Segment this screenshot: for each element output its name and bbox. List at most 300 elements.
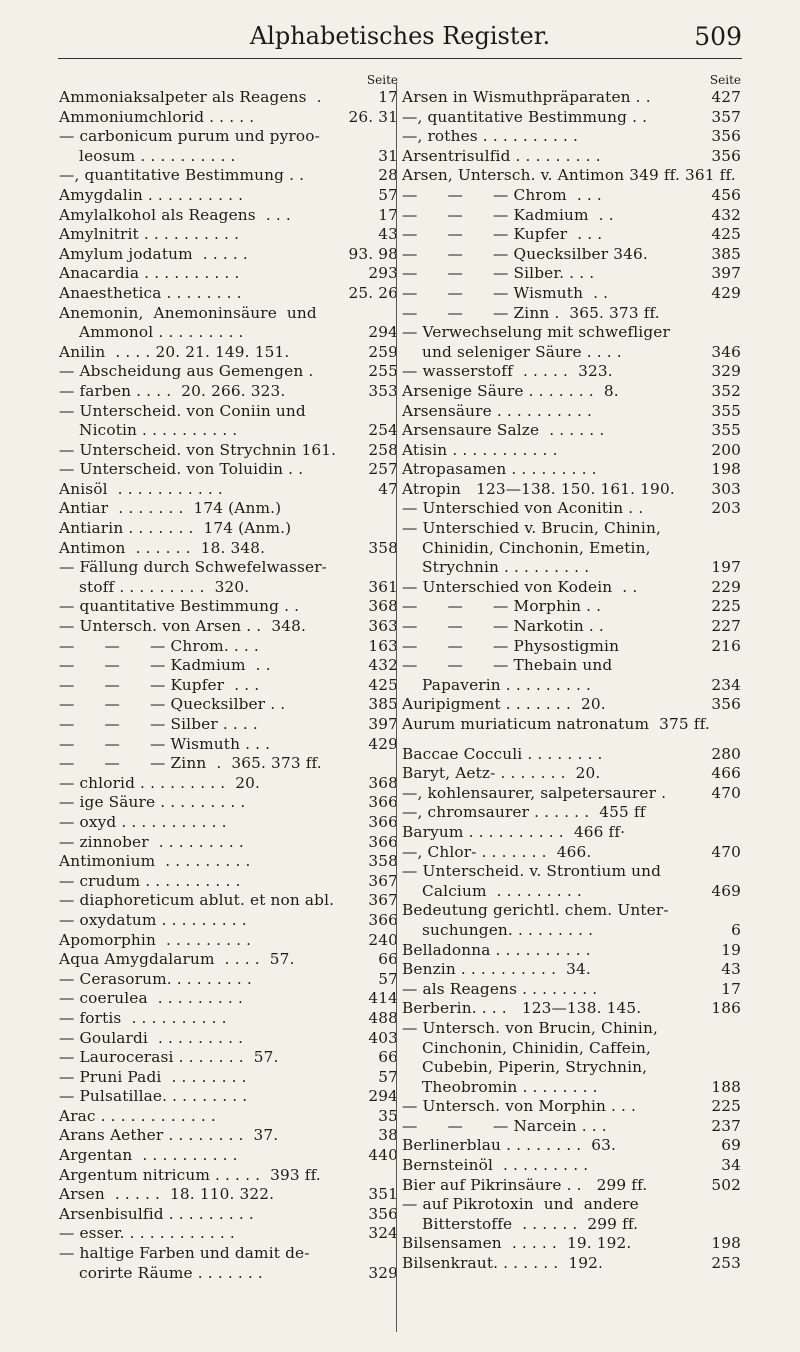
page-reference: 227 — [711, 617, 741, 636]
right-index-column — [402, 72, 741, 1274]
index-entry — [402, 480, 741, 500]
index-entry — [59, 421, 398, 441]
entry-text: — Unterschied von Kodein . . — [402, 577, 638, 596]
entry-text: Bedeutung gerichtl. chem. Unter- — [402, 901, 669, 920]
index-entry — [402, 656, 741, 676]
index-entry — [402, 186, 741, 206]
entry-text: —, rothes . . . . . . . . . . — [402, 127, 579, 146]
entry-text: Arsensaure Salze . . . . . . — [402, 421, 605, 440]
index-entry — [59, 1166, 398, 1186]
page-reference: 19 — [721, 940, 741, 959]
index-entry — [59, 499, 398, 519]
index-entry — [59, 989, 398, 1009]
page-reference: 6 — [731, 920, 741, 939]
page-reference: 57 — [378, 1067, 398, 1086]
entry-text: Baccae Cocculi . . . . . . . . — [402, 744, 603, 763]
index-entry — [402, 206, 741, 226]
entry-text: — — — Quecksilber . . — [59, 695, 286, 714]
entry-text: — fortis . . . . . . . . . . — [59, 1008, 227, 1027]
entry-text: suchungen. . . . . . . . . — [402, 920, 594, 939]
page-reference: 294 — [368, 1087, 398, 1106]
entry-text: — — — Kupfer . . . — [402, 225, 603, 244]
entry-text: Berberin. . . . 123—138. 145. — [402, 999, 642, 1018]
index-entry — [402, 882, 741, 902]
entry-text: —, quantitative Bestimmung . . — [402, 107, 648, 126]
page-reference: 253 — [711, 1254, 741, 1273]
page-reference: 356 — [368, 1204, 398, 1223]
page-reference: 66 — [378, 950, 398, 969]
index-entry — [59, 1146, 398, 1166]
index-entry — [402, 166, 741, 186]
entry-text: Amylnitrit . . . . . . . . . . — [59, 225, 240, 244]
entry-text: — Verwechselung mit schwefliger — [402, 323, 670, 342]
entry-text: — diaphoreticum ablut. et non abl. — [59, 891, 335, 910]
entry-text: Papaverin . . . . . . . . . — [402, 675, 592, 694]
entry-text: corirte Räume . . . . . . . — [59, 1263, 263, 1282]
index-entry — [402, 764, 741, 784]
index-entry — [402, 823, 741, 843]
index-entry — [402, 901, 741, 921]
page-reference: 425 — [368, 675, 398, 694]
entry-text: Anilin . . . . 20. 21. 149. 151. — [59, 342, 290, 361]
index-entry — [59, 382, 398, 402]
entry-text: — Unterscheid. v. Strontium und — [402, 862, 662, 881]
entry-text: — — — Silber. . . . — [402, 264, 595, 283]
entry-text: — crudum . . . . . . . . . . — [59, 871, 241, 890]
index-entry — [402, 1078, 741, 1098]
entry-text: — — — Kadmium . . — [402, 205, 614, 224]
entry-text: leosum . . . . . . . . . . — [59, 146, 236, 165]
entry-text: Antimonium . . . . . . . . . — [59, 852, 251, 871]
entry-text: Atropin 123—138. 150. 161. 190. — [402, 479, 675, 498]
page-reference: 363 — [368, 617, 398, 636]
page-reference: 17 — [721, 979, 741, 998]
index-entry — [59, 931, 398, 951]
index-entry — [59, 362, 398, 382]
index-entry — [402, 941, 741, 961]
entry-text: — haltige Farben und damit de- — [59, 1244, 310, 1263]
page-reference: 34 — [721, 1156, 741, 1175]
index-entry — [59, 402, 398, 422]
index-entry — [59, 676, 398, 696]
page-reference: 356 — [711, 695, 741, 714]
index-entry — [59, 813, 398, 833]
index-entry — [59, 833, 398, 853]
index-entry — [59, 1244, 398, 1264]
index-entry — [402, 921, 741, 941]
page-reference: 356 — [711, 146, 741, 165]
entry-text: — — — Quecksilber 346. — [402, 244, 648, 263]
page-reference: 225 — [711, 597, 741, 616]
entry-text: Arsenbisulfid . . . . . . . . . — [59, 1204, 254, 1223]
index-entry — [402, 402, 741, 422]
index-entry — [402, 127, 741, 147]
index-entry — [402, 88, 741, 108]
entry-text: — Goulardi . . . . . . . . . — [59, 1028, 244, 1047]
index-entry — [59, 186, 398, 206]
page-reference: 257 — [368, 460, 398, 479]
entry-text: Atisin . . . . . . . . . . . — [402, 440, 558, 459]
entry-text: —, quantitative Bestimmung . . — [59, 166, 305, 185]
entry-text: Nicotin . . . . . . . . . . — [59, 421, 238, 440]
index-entry — [402, 980, 741, 1000]
entry-text: — — — Wismuth . . . — [59, 734, 271, 753]
index-entry — [402, 843, 741, 863]
page-reference: 358 — [368, 852, 398, 871]
entry-text: und seleniger Säure . . . . — [402, 342, 622, 361]
entry-text: — Abscheidung aus Gemengen . — [59, 362, 314, 381]
index-entry — [59, 1205, 398, 1225]
entry-text: — — — Kadmium . . — [59, 656, 271, 675]
index-entry — [402, 225, 741, 245]
index-entry — [59, 578, 398, 598]
page-reference: 351 — [368, 1185, 398, 1204]
page-reference: 366 — [368, 812, 398, 831]
page-reference: 229 — [711, 577, 741, 596]
index-entry — [402, 499, 741, 519]
entry-text: Arsen, Untersch. v. Antimon 349 ff. 361 ff. — [402, 166, 736, 185]
entry-text: Baryt, Aetz- . . . . . . . 20. — [402, 764, 601, 783]
page-reference: 346 — [711, 342, 741, 361]
index-entry — [59, 715, 398, 735]
page-reference: 186 — [711, 999, 741, 1018]
index-entry — [59, 304, 398, 324]
page-reference: 397 — [711, 264, 741, 283]
page-reference: 57 — [378, 185, 398, 204]
entry-text: Bernsteinöl . . . . . . . . . — [402, 1156, 589, 1175]
page-reference: 200 — [711, 440, 741, 459]
page-reference: 355 — [711, 421, 741, 440]
index-entry — [59, 558, 398, 578]
index-entry — [402, 999, 741, 1019]
page-reference: 385 — [368, 695, 398, 714]
page-reference: 258 — [368, 440, 398, 459]
page-reference: 502 — [711, 1175, 741, 1194]
page-reference: 366 — [368, 793, 398, 812]
page-reference: 432 — [368, 656, 398, 675]
page-reference: 329 — [368, 1263, 398, 1282]
page-reference: 43 — [378, 225, 398, 244]
index-entry — [402, 362, 741, 382]
entry-text: — oxydatum . . . . . . . . . — [59, 910, 247, 929]
index-entry — [402, 147, 741, 167]
entry-text: — coerulea . . . . . . . . . — [59, 989, 243, 1008]
index-entry — [402, 676, 741, 696]
page-reference: 255 — [368, 362, 398, 381]
page-reference: 367 — [368, 871, 398, 890]
index-entry — [59, 1224, 398, 1244]
entry-text: — Cerasorum. . . . . . . . . — [59, 969, 252, 988]
page-reference: 259 — [368, 342, 398, 361]
entry-text: Belladonna . . . . . . . . . . — [402, 940, 591, 959]
entry-text: Anacardia . . . . . . . . . . — [59, 264, 240, 283]
page-reference: 414 — [368, 989, 398, 1008]
entry-text: — oxyd . . . . . . . . . . . — [59, 812, 227, 831]
index-entry — [402, 637, 741, 657]
index-entry — [59, 970, 398, 990]
page-reference: 397 — [368, 715, 398, 733]
index-entry — [59, 872, 398, 892]
index-entry — [402, 695, 741, 715]
entry-text: — quantitative Bestimmung . . — [59, 597, 300, 616]
entry-text: Amygdalin . . . . . . . . . . — [59, 185, 244, 204]
index-entry — [59, 539, 398, 559]
page-reference: 198 — [711, 460, 741, 479]
entry-text: — farben . . . . 20. 266. 323. — [59, 381, 286, 400]
entry-text: — esser. . . . . . . . . . . . — [59, 1224, 235, 1243]
entry-text: Baryum . . . . . . . . . . 466 ff· — [402, 822, 626, 841]
index-entry — [59, 323, 398, 343]
entry-text: Anisöl . . . . . . . . . . . — [59, 479, 223, 498]
entry-text: Atropasamen . . . . . . . . . — [402, 460, 597, 479]
page-reference: 353 — [368, 381, 398, 400]
index-entry — [402, 784, 741, 804]
index-entry — [59, 950, 398, 970]
page-reference: 469 — [711, 881, 741, 900]
entry-text: Arsen . . . . . 18. 110. 322. — [59, 1185, 275, 1204]
page-reference: 470 — [711, 783, 741, 802]
index-entry — [59, 1048, 398, 1068]
entry-text: — Untersch. von Morphin . . . — [402, 1097, 637, 1116]
index-entry — [402, 264, 741, 284]
page-reference: 403 — [368, 1028, 398, 1047]
page-reference: 427 — [711, 88, 741, 106]
index-entry — [59, 245, 398, 265]
entry-text: — — — Wismuth . . — [402, 283, 609, 302]
entry-text: — — — Chrom . . . — [402, 185, 602, 204]
index-entry — [402, 715, 741, 735]
entry-text: — — — Silber . . . . — [59, 715, 258, 733]
page-reference: 28 — [378, 166, 398, 185]
index-entry — [59, 460, 398, 480]
index-entry — [402, 460, 741, 480]
index-entry — [59, 617, 398, 637]
entry-text: — carbonicum purum und pyroo- — [59, 127, 320, 146]
entry-text: — Unterscheid. von Coniin und — [59, 401, 306, 420]
page-reference: 197 — [711, 558, 741, 577]
index-entry — [59, 264, 398, 284]
entry-text: — — — Narkotin . . — [402, 617, 604, 636]
index-entry — [402, 1234, 741, 1254]
entry-text: — Pulsatillae. . . . . . . . . — [59, 1087, 248, 1106]
index-entry — [59, 911, 398, 931]
index-entry — [59, 1107, 398, 1127]
entry-text: Theobromin . . . . . . . . — [402, 1077, 598, 1096]
page-reference: 429 — [368, 734, 398, 753]
entry-text: — wasserstoff . . . . . 323. — [402, 362, 613, 381]
index-entry — [59, 1264, 398, 1284]
page-reference: 367 — [368, 891, 398, 910]
entry-text: stoff . . . . . . . . . 320. — [59, 577, 250, 596]
index-entry — [402, 519, 741, 539]
index-entry — [59, 1009, 398, 1029]
page-reference: 31 — [378, 146, 398, 165]
page-reference: 294 — [368, 323, 398, 342]
page-reference: 240 — [368, 930, 398, 949]
entry-text: — — — Kupfer . . . — [59, 675, 260, 694]
page-reference: 225 — [711, 1097, 741, 1116]
index-entry — [402, 617, 741, 637]
index-entry — [59, 637, 398, 657]
entry-text: — Pruni Padi . . . . . . . . — [59, 1067, 247, 1086]
entry-text: Argentan . . . . . . . . . . — [59, 1146, 238, 1165]
entry-text: Aurum muriaticum natronatum 375 ff. — [402, 715, 710, 733]
page-reference: 216 — [711, 636, 741, 655]
index-entry — [59, 891, 398, 911]
page-reference: 324 — [368, 1224, 398, 1243]
page-reference: 25. 26 — [348, 283, 398, 302]
entry-text: Benzin . . . . . . . . . . 34. — [402, 960, 591, 979]
entry-text: Antiarin . . . . . . . 174 (Anm.) — [59, 519, 292, 538]
index-entry — [402, 1117, 741, 1137]
page-reference: 366 — [368, 910, 398, 929]
entry-text: — auf Pikrotoxin und andere — [402, 1195, 639, 1214]
header-rule — [58, 58, 742, 59]
entry-text: Anemonin, Anemoninsäure und — [59, 303, 317, 322]
index-entry — [59, 793, 398, 813]
entry-text: — Laurocerasi . . . . . . . 57. — [59, 1048, 279, 1067]
entry-text: Arsensäure . . . . . . . . . . — [402, 401, 593, 420]
index-entry — [402, 539, 741, 559]
index-entry — [59, 1087, 398, 1107]
entry-text: Argentum nitricum . . . . . 393 ff. — [59, 1165, 321, 1184]
entry-text: Antimon . . . . . . 18. 348. — [59, 538, 266, 557]
index-entry — [59, 441, 398, 461]
index-entry — [402, 382, 741, 402]
page-reference: 470 — [711, 842, 741, 861]
entry-text: — — — Zinn . 365. 373 ff. — [402, 303, 660, 322]
entry-text: Antiar . . . . . . . 174 (Anm.) — [59, 499, 282, 518]
entry-text: — Untersch. von Arsen . . 348. — [59, 617, 306, 636]
column-divider — [396, 82, 397, 1332]
entry-text: Arans Aether . . . . . . . . 37. — [59, 1126, 279, 1145]
entry-text: — zinnober . . . . . . . . . — [59, 832, 244, 851]
index-entry — [59, 754, 398, 774]
index-entry — [402, 558, 741, 578]
entry-text: — Unterschied von Aconitin . . — [402, 499, 644, 518]
index-entry — [402, 745, 741, 765]
index-entry — [59, 1068, 398, 1088]
seite-label: Seite — [366, 73, 398, 87]
page-reference: 456 — [711, 185, 741, 204]
index-entry — [402, 1039, 741, 1059]
index-entry — [402, 597, 741, 617]
index-entry — [402, 304, 741, 324]
index-entry — [402, 1156, 741, 1176]
page-number: 509 — [694, 22, 742, 51]
index-entry — [59, 695, 398, 715]
entry-text: Bilsenkraut. . . . . . . 192. — [402, 1254, 603, 1273]
page-reference: 425 — [711, 225, 741, 244]
left-index-column — [59, 72, 398, 1283]
page-reference: 57 — [378, 969, 398, 988]
index-entry — [59, 1029, 398, 1049]
entry-text: Calcium . . . . . . . . . — [402, 881, 582, 900]
entry-text: Berlinerblau . . . . . . . . 63. — [402, 1136, 617, 1155]
entry-text: Ammoniumchlorid . . . . . — [59, 107, 255, 126]
entry-text: Aqua Amygdalarum . . . . 57. — [59, 950, 295, 969]
entry-text: Ammonol . . . . . . . . . — [59, 323, 244, 342]
index-entry — [402, 323, 741, 343]
index-entry — [59, 519, 398, 539]
entry-text: Amylalkohol als Reagens . . . — [59, 205, 291, 224]
entry-text: — — — Morphin . . — [402, 597, 602, 616]
page-title: Alphabetisches Register. — [249, 22, 551, 50]
index-entry — [59, 206, 398, 226]
index-entry — [402, 1176, 741, 1196]
entry-text: Cinchonin, Chinidin, Caffein, — [402, 1038, 652, 1057]
index-entry — [402, 1058, 741, 1078]
entry-text: — chlorid . . . . . . . . . 20. — [59, 773, 261, 792]
index-entry — [402, 421, 741, 441]
seite-label: Seite — [709, 73, 741, 87]
index-entry — [59, 852, 398, 872]
entry-text: Cubebin, Piperin, Strychnin, — [402, 1058, 648, 1077]
entry-text: Anaesthetica . . . . . . . . — [59, 283, 242, 302]
page-reference: 488 — [368, 1008, 398, 1027]
index-entry — [59, 656, 398, 676]
index-entry — [59, 108, 398, 128]
index-entry — [402, 1195, 741, 1215]
page-reference: 357 — [711, 107, 741, 126]
page-reference: 356 — [711, 127, 741, 146]
index-entry — [402, 1019, 741, 1039]
entry-text: —, Chlor- . . . . . . . 466. — [402, 842, 592, 861]
page-reference: 432 — [711, 205, 741, 224]
page-reference: 355 — [711, 401, 741, 420]
index-entry — [59, 88, 398, 108]
page-reference: 280 — [711, 744, 741, 763]
page-reference: 26. 31 — [348, 107, 398, 126]
page-reference: 38 — [378, 1126, 398, 1145]
index-entry — [59, 597, 398, 617]
entry-text: Bier auf Pikrinsäure . . 299 ff. — [402, 1175, 648, 1194]
entry-text: Bilsensamen . . . . . 19. 192. — [402, 1234, 632, 1253]
entry-text: — Untersch. von Brucin, Chinin, — [402, 1018, 658, 1037]
page-reference: 234 — [711, 675, 741, 694]
entry-text: Chinidin, Cinchonin, Emetin, — [402, 538, 651, 557]
page-reference: 429 — [711, 283, 741, 302]
entry-text: Ammoniaksalpeter als Reagens . — [59, 88, 322, 106]
index-entry — [402, 578, 741, 598]
page-reference: 237 — [711, 1116, 741, 1135]
index-entry — [402, 245, 741, 265]
index-entry — [402, 108, 741, 128]
entry-text: — Fällung durch Schwefelwasser- — [59, 558, 327, 577]
index-entry — [59, 1126, 398, 1146]
index-entry — [402, 284, 741, 304]
index-entry — [402, 1097, 741, 1117]
index-entry — [59, 127, 398, 147]
entry-text: —, chromsaurer . . . . . . 455 ff — [402, 803, 646, 822]
index-entry — [59, 774, 398, 794]
index-entry — [59, 147, 398, 167]
index-entry — [402, 343, 741, 363]
page-reference: 66 — [378, 1048, 398, 1067]
entry-text: — Unterscheid. von Toluidin . . — [59, 460, 304, 479]
page-reference: 368 — [368, 773, 398, 792]
entry-text: — Unterscheid. von Strychnin 161. — [59, 440, 337, 459]
page-reference: 466 — [711, 764, 741, 783]
entry-text: Apomorphin . . . . . . . . . — [59, 930, 252, 949]
page-reference: 188 — [711, 1077, 741, 1096]
page-reference: 198 — [711, 1234, 741, 1253]
page-reference: 329 — [711, 362, 741, 381]
page-reference: 385 — [711, 244, 741, 263]
index-entry — [402, 960, 741, 980]
entry-text: — — — Narcein . . . — [402, 1116, 607, 1135]
index-entry — [59, 343, 398, 363]
